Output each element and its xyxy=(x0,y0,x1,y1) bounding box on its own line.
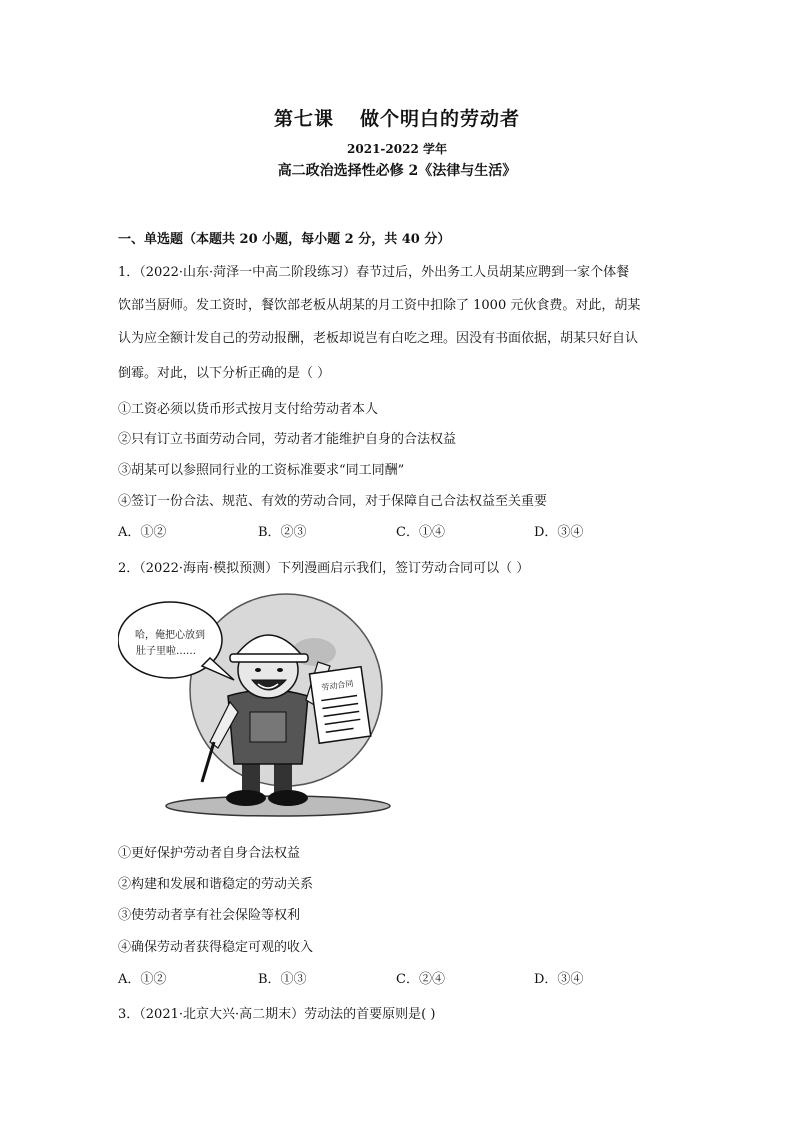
q2-statement-1: ①更好保护劳动者自身合法权益 xyxy=(118,846,301,861)
labor-contract-cartoon xyxy=(118,592,398,824)
q2-statement-2: ②构建和发展和谐稳定的劳动关系 xyxy=(118,877,314,892)
q1-statement-2: ②只有订立书面劳动合同，劳动者才能维护自身的合法权益 xyxy=(118,432,457,447)
q1-statement-3: ③胡某可以参照同行业的工资标准要求“同工同酬” xyxy=(118,463,405,478)
page-title xyxy=(0,104,794,131)
q2-stem: 2．（2022·海南·模拟预测）下列漫画启示我们，签订劳动合同可以（ ） xyxy=(118,561,530,576)
q1-option-d[interactable]: D．③④ xyxy=(534,525,584,540)
q1-option-c[interactable]: C．①④ xyxy=(396,525,445,540)
q1-option-a[interactable]: A．①② xyxy=(118,525,167,540)
q2-statement-4: ④确保劳动者获得稳定可观的收入 xyxy=(118,940,314,955)
q2-option-c[interactable]: C．②④ xyxy=(396,972,445,987)
section-heading: 一、单选题（本题共 20 小题，每小题 2 分，共 40 分） xyxy=(118,232,451,247)
school-year: 2021-2022 学年 xyxy=(347,142,447,156)
q2-option-a[interactable]: A．①② xyxy=(118,972,167,987)
q2-option-d[interactable]: D．③④ xyxy=(534,972,584,987)
lesson-title: 做个明白的劳动者 xyxy=(360,108,521,130)
q1-option-b[interactable]: B．②③ xyxy=(258,525,307,540)
q2-option-b[interactable]: B．①③ xyxy=(258,972,307,987)
course-name: 高二政治选择性必修 2《法律与生活》 xyxy=(277,163,517,179)
cartoon-bubble-text-2: 肚子里啦…… xyxy=(136,646,196,657)
q1-statement-4: ④签订一份合法、规范、有效的劳动合同，对于保障自己合法权益至关重要 xyxy=(118,494,548,509)
q1-stem-line-4: 倒霉。对此，以下分析正确的是（ ） xyxy=(118,366,331,381)
q3-stem: 3．（2021·北京大兴·高二期末）劳动法的首要原则是( ) xyxy=(118,1007,436,1022)
q1-stem-line-2: 饮部当厨师。发工资时，餐饮部老板从胡某的月工资中扣除了 1000 元伙食费。对此，胡某 xyxy=(118,298,641,313)
q2-statement-3: ③使劳动者享有社会保险等权利 xyxy=(118,908,301,923)
q1-stem-line-3: 认为应全额计发自己的劳动报酬，老板却说岂有白吃之理。因没有书面依据，胡某只好自认 xyxy=(118,331,639,346)
q1-statement-1: ①工资必须以货币形式按月支付给劳动者本人 xyxy=(118,402,379,417)
contract-label: 劳动合同 xyxy=(320,678,354,693)
lesson-number: 第七课 xyxy=(273,108,334,130)
q1-stem-line-1: 1．（2022·山东·菏泽一中高二阶段练习）春节过后，外出务工人员胡某应聘到一家个体餐 xyxy=(118,265,630,280)
cartoon-bubble-text-1: 哈，俺把心放到 xyxy=(135,630,205,641)
